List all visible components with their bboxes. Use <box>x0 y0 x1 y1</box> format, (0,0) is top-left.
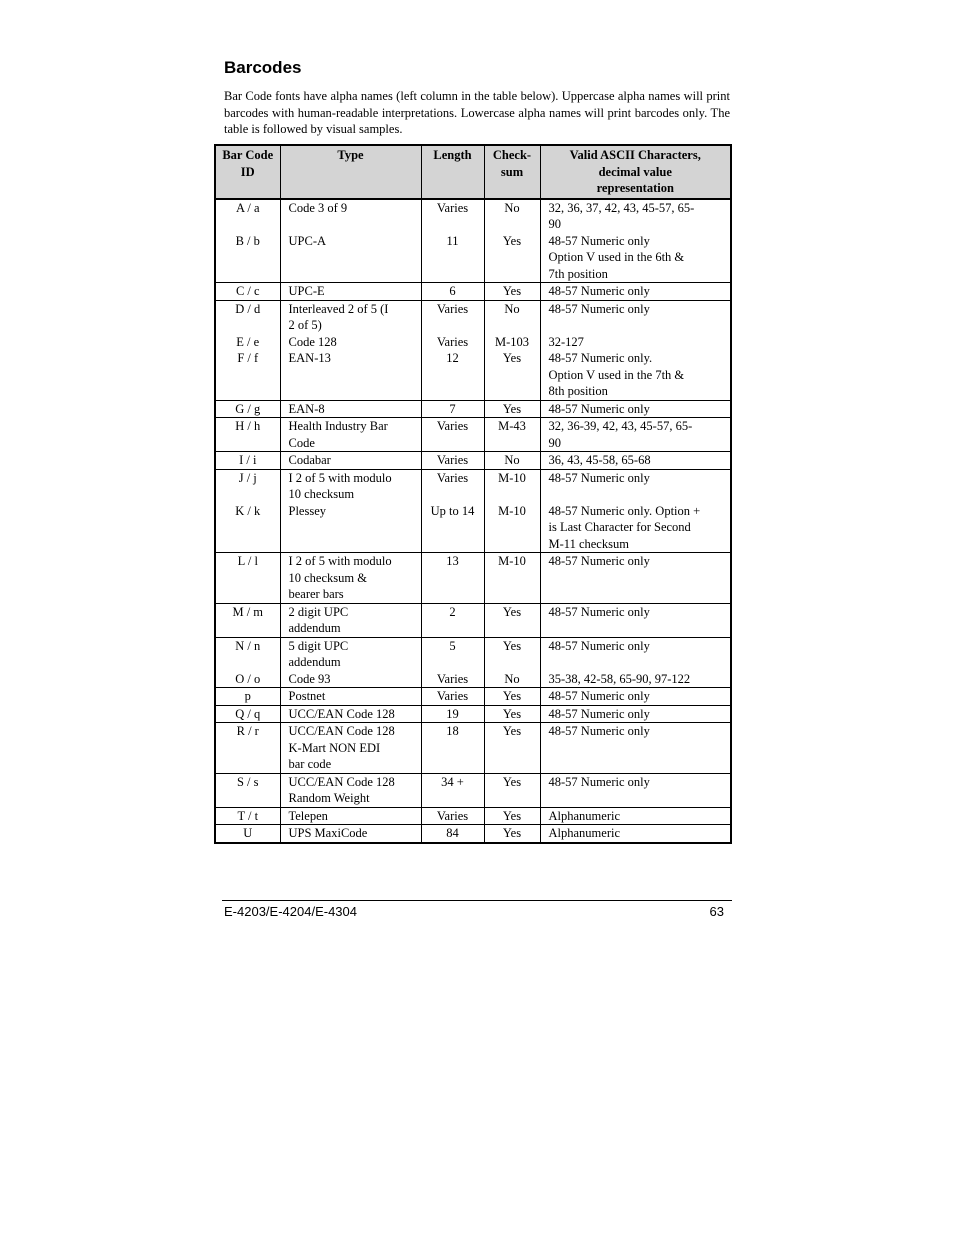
cell-type <box>280 283 421 301</box>
cell-line: D / d <box>235 301 261 316</box>
header-length <box>421 145 484 199</box>
cell-valid-ascii <box>540 400 731 418</box>
cell-line: UPS MaxiCode <box>288 826 368 840</box>
cell-type <box>280 199 421 283</box>
cell-line: Varies <box>436 419 469 433</box>
cell-line: 48-57 Numeric only <box>548 706 650 721</box>
cell-checksum <box>484 637 540 688</box>
cell-line: No <box>504 200 520 215</box>
cell-valid-ascii <box>540 283 731 301</box>
cell-line: Yes <box>502 233 522 248</box>
cell-line <box>488 654 537 671</box>
table-row <box>215 300 731 400</box>
cell-length <box>421 723 484 774</box>
cell-checksum <box>484 553 540 604</box>
cell-valid-ascii <box>540 705 731 723</box>
cell-checksum <box>484 773 540 807</box>
cell-line: Varies <box>436 671 469 686</box>
cell-valid-ascii <box>540 688 731 706</box>
cell-valid-ascii <box>540 603 731 637</box>
cell-line: B / b <box>235 233 260 248</box>
cell-line: UCC/EAN Code 128 <box>288 774 395 789</box>
cell-type <box>280 688 421 706</box>
cell-line: UPC-A <box>288 233 327 248</box>
header-checksum <box>484 145 540 199</box>
table-row <box>215 452 731 470</box>
cell-checksum <box>484 705 540 723</box>
cell-line: addendum <box>288 621 341 635</box>
table-row <box>215 637 731 688</box>
cell-type <box>280 807 421 825</box>
cell-line: No <box>504 453 520 467</box>
cell-line: bearer bars <box>288 587 344 601</box>
cell-line: Interleaved 2 of 5 (I <box>288 301 389 316</box>
cell-line: Varies <box>436 689 469 703</box>
cell-line: addendum <box>288 655 341 669</box>
cell-line: 48-57 Numeric only <box>548 470 650 485</box>
cell-bar-code-id <box>215 199 280 283</box>
table-row <box>215 723 731 774</box>
cell-line: M-10 <box>498 470 526 485</box>
cell-checksum <box>484 418 540 452</box>
cell-valid-ascii <box>540 637 731 688</box>
cell-line: 48-57 Numeric only <box>548 689 650 703</box>
cell-length <box>421 773 484 807</box>
cell-line: Code 93 <box>288 671 331 686</box>
cell-line: 48-57 Numeric only <box>548 604 650 619</box>
cell-type <box>280 452 421 470</box>
cell-type <box>280 553 421 604</box>
cell-length <box>421 199 484 283</box>
cell-length <box>421 637 484 688</box>
cell-bar-code-id <box>215 723 280 774</box>
cell-line: No <box>504 671 520 686</box>
cell-line: N / n <box>235 638 261 653</box>
cell-line: 5 <box>449 638 456 653</box>
cell-checksum <box>484 807 540 825</box>
cell-line: UCC/EAN Code 128 <box>288 724 395 738</box>
cell-line <box>425 486 481 503</box>
cell-line: M-10 <box>498 554 526 568</box>
cell-line: Yes <box>502 706 522 721</box>
cell-bar-code-id <box>215 452 280 470</box>
cell-line <box>488 486 537 503</box>
cell-line: Q / q <box>235 706 261 721</box>
cell-line: Plessey <box>288 503 326 518</box>
cell-line: T / t <box>237 808 259 823</box>
cell-line: 13 <box>446 554 459 568</box>
barcode-table-body <box>215 199 731 843</box>
cell-line: 48-57 Numeric only <box>548 233 650 248</box>
cell-line: Varies <box>436 200 469 215</box>
cell-checksum <box>484 283 540 301</box>
cell-bar-code-id <box>215 825 280 843</box>
header-text: sum <box>500 164 524 179</box>
cell-line: is Last Character for Second <box>548 520 691 534</box>
cell-line: Alphanumeric <box>548 826 621 840</box>
cell-type <box>280 469 421 553</box>
cell-line: 32-127 <box>548 334 584 349</box>
cell-line: 10 checksum & <box>288 570 367 585</box>
cell-line: bar code <box>288 757 332 771</box>
cell-line: S / s <box>236 774 259 789</box>
cell-line: Code <box>288 435 315 450</box>
cell-type <box>280 723 421 774</box>
intro-paragraph: Bar Code fonts have alpha names (left column in the table below). Uppercase alpha names will print barcodes with human-readable interpretations. Lowercase alpha names will print barcodes only. The table is followed by visual samples. <box>224 89 730 136</box>
cell-line: 7 <box>449 401 456 416</box>
cell-checksum <box>484 300 540 400</box>
cell-checksum <box>484 825 540 843</box>
cell-line: 7th position <box>548 266 608 281</box>
cell-line: Code 3 of 9 <box>288 200 348 215</box>
cell-line: G / g <box>235 401 261 416</box>
cell-line: Yes <box>502 604 522 619</box>
cell-type <box>280 603 421 637</box>
cell-checksum <box>484 688 540 706</box>
cell-type <box>280 300 421 400</box>
cell-valid-ascii <box>540 300 731 400</box>
cell-line: 48-57 Numeric only. <box>548 351 653 365</box>
header-text: Valid ASCII Characters, <box>569 148 701 162</box>
cell-line <box>219 216 277 233</box>
header-text: decimal value <box>598 164 672 179</box>
table-row <box>215 688 731 706</box>
cell-line: M-43 <box>498 419 526 433</box>
cell-line: 35-38, 42-58, 65-90, 97-122 <box>548 671 691 686</box>
cell-line <box>549 654 728 671</box>
cell-line: 10 checksum <box>288 487 355 501</box>
cell-line: Varies <box>436 470 469 485</box>
cell-line: Varies <box>436 334 469 349</box>
cell-valid-ascii <box>540 199 731 283</box>
cell-line: 48-57 Numeric only <box>548 724 650 738</box>
cell-line: 90 <box>548 435 561 450</box>
cell-line: Yes <box>502 401 522 416</box>
cell-line <box>549 317 728 334</box>
table-row <box>215 400 731 418</box>
cell-length <box>421 400 484 418</box>
cell-checksum <box>484 452 540 470</box>
cell-checksum <box>484 603 540 637</box>
cell-line: Yes <box>502 638 522 653</box>
cell-line: 32, 36, 37, 42, 43, 45-57, 65- <box>548 200 695 215</box>
cell-line: I 2 of 5 with modulo <box>288 554 392 568</box>
cell-length <box>421 553 484 604</box>
cell-bar-code-id <box>215 418 280 452</box>
cell-valid-ascii <box>540 452 731 470</box>
cell-line: Yes <box>502 774 522 789</box>
cell-line: Yes <box>502 808 522 823</box>
cell-line: Yes <box>502 724 522 738</box>
cell-line <box>425 317 481 334</box>
header-type <box>280 145 421 199</box>
cell-line: 48-57 Numeric only <box>548 301 650 316</box>
header-text: ID <box>240 164 255 179</box>
cell-valid-ascii <box>540 553 731 604</box>
table-row <box>215 418 731 452</box>
cell-line <box>549 486 728 503</box>
cell-type <box>280 773 421 807</box>
cell-bar-code-id <box>215 469 280 553</box>
cell-line: Varies <box>436 453 469 467</box>
header-text: Check- <box>492 148 532 162</box>
cell-line: Codabar <box>288 453 331 467</box>
cell-line: Health Industry Bar <box>288 419 388 433</box>
header-row <box>215 145 731 199</box>
cell-line: F / f <box>237 351 259 365</box>
cell-line: Varies <box>436 301 469 316</box>
cell-length <box>421 688 484 706</box>
cell-line: p <box>244 689 251 703</box>
cell-line: UPC-E <box>288 284 325 298</box>
section-heading: Barcodes <box>224 58 302 77</box>
table-row <box>215 705 731 723</box>
cell-line: Yes <box>502 284 522 298</box>
cell-valid-ascii <box>540 807 731 825</box>
table-row <box>215 553 731 604</box>
cell-line: EAN-13 <box>288 351 331 365</box>
cell-type <box>280 400 421 418</box>
header-text: Bar Code <box>222 148 274 162</box>
cell-line: Postnet <box>288 689 326 703</box>
cell-line: Option V used in the 6th & <box>548 250 685 264</box>
cell-line <box>289 216 418 233</box>
table-row <box>215 825 731 843</box>
cell-length <box>421 418 484 452</box>
cell-line: Yes <box>502 689 522 703</box>
cell-checksum <box>484 723 540 774</box>
cell-valid-ascii <box>540 825 731 843</box>
cell-line: O / o <box>235 671 261 686</box>
cell-line: I 2 of 5 with modulo <box>288 470 392 485</box>
cell-line: K / k <box>235 503 261 518</box>
cell-valid-ascii <box>540 469 731 553</box>
footer-page-number: 63 <box>709 904 724 919</box>
table-row <box>215 199 731 283</box>
cell-bar-code-id <box>215 553 280 604</box>
cell-bar-code-id <box>215 637 280 688</box>
cell-checksum <box>484 469 540 553</box>
cell-length <box>421 705 484 723</box>
cell-line: M-10 <box>498 503 526 518</box>
cell-bar-code-id <box>215 807 280 825</box>
cell-line: R / r <box>236 724 259 738</box>
footer-rule <box>222 900 732 901</box>
cell-line: Alphanumeric <box>548 808 621 823</box>
table-row <box>215 773 731 807</box>
cell-line: Varies <box>436 808 469 823</box>
cell-length <box>421 469 484 553</box>
cell-bar-code-id <box>215 300 280 400</box>
header-bar-code-id <box>215 145 280 199</box>
cell-line: 34 + <box>441 774 464 789</box>
cell-line <box>219 654 277 671</box>
cell-line: 36, 43, 45-58, 65-68 <box>548 453 651 467</box>
cell-line <box>425 654 481 671</box>
cell-length <box>421 603 484 637</box>
header-text: Length <box>433 148 472 162</box>
cell-line: 90 <box>548 217 561 231</box>
cell-line <box>219 486 277 503</box>
cell-bar-code-id <box>215 705 280 723</box>
cell-bar-code-id <box>215 283 280 301</box>
cell-length <box>421 452 484 470</box>
cell-line <box>488 216 537 233</box>
header-text: representation <box>596 181 674 195</box>
cell-line <box>219 317 277 334</box>
header-valid-ascii <box>540 145 731 199</box>
cell-line: EAN-8 <box>288 401 325 416</box>
cell-line: 12 <box>446 351 459 365</box>
cell-line <box>425 216 481 233</box>
cell-line: 19 <box>446 706 459 721</box>
cell-line: Telepen <box>288 808 328 823</box>
cell-line: 48-57 Numeric only <box>548 774 650 789</box>
cell-valid-ascii <box>540 773 731 807</box>
cell-line: K-Mart NON EDI <box>288 740 381 755</box>
cell-line: Option V used in the 7th & <box>548 367 685 382</box>
cell-checksum <box>484 400 540 418</box>
cell-bar-code-id <box>215 688 280 706</box>
cell-line: Yes <box>502 826 522 840</box>
cell-line: 48-57 Numeric only <box>548 284 650 298</box>
cell-line: E / e <box>236 334 260 349</box>
cell-line: 6 <box>449 284 456 298</box>
cell-line: L / l <box>237 554 258 568</box>
cell-line <box>488 317 537 334</box>
cell-length <box>421 825 484 843</box>
cell-length <box>421 283 484 301</box>
cell-type <box>280 705 421 723</box>
cell-bar-code-id <box>215 400 280 418</box>
cell-line: M-11 checksum <box>548 536 629 551</box>
cell-bar-code-id <box>215 773 280 807</box>
cell-line: Up to 14 <box>430 503 475 518</box>
cell-line: UCC/EAN Code 128 <box>288 706 395 721</box>
cell-line: 48-57 Numeric only <box>548 401 650 416</box>
cell-line: 48-57 Numeric only <box>548 638 650 653</box>
cell-line: 48-57 Numeric only. Option + <box>548 503 701 518</box>
cell-type <box>280 418 421 452</box>
cell-line: 2 digit UPC <box>288 604 349 619</box>
cell-line: Yes <box>502 351 522 365</box>
footer-model: E-4203/E-4204/E-4304 <box>224 904 357 919</box>
cell-valid-ascii <box>540 723 731 774</box>
cell-line: 18 <box>446 724 459 738</box>
cell-line: 48-57 Numeric only <box>548 554 650 568</box>
cell-line: M / m <box>232 604 264 619</box>
table-row <box>215 807 731 825</box>
cell-line: 2 of 5) <box>288 318 322 332</box>
cell-length <box>421 807 484 825</box>
cell-type <box>280 825 421 843</box>
cell-line: A / a <box>235 200 260 215</box>
cell-line: M-103 <box>494 334 530 349</box>
cell-type <box>280 637 421 688</box>
cell-line: I / i <box>239 453 257 467</box>
cell-length <box>421 300 484 400</box>
cell-line: 11 <box>446 233 459 248</box>
cell-line: Code 128 <box>288 334 337 349</box>
cell-line: 84 <box>446 826 459 840</box>
table-row <box>215 469 731 553</box>
cell-checksum <box>484 199 540 283</box>
cell-line: 5 digit UPC <box>288 638 349 653</box>
cell-line: C / c <box>235 284 260 298</box>
cell-valid-ascii <box>540 418 731 452</box>
cell-line: Random Weight <box>288 791 370 805</box>
cell-line: 8th position <box>548 384 608 398</box>
cell-line: No <box>504 301 520 316</box>
cell-line: U <box>243 826 253 840</box>
table-row <box>215 603 731 637</box>
header-text: Type <box>337 148 364 162</box>
cell-line: H / h <box>235 419 261 433</box>
cell-line: 32, 36-39, 42, 43, 45-57, 65- <box>548 419 693 433</box>
cell-bar-code-id <box>215 603 280 637</box>
barcode-table-header <box>215 145 731 199</box>
cell-line: J / j <box>238 470 257 485</box>
table-row <box>215 283 731 301</box>
barcode-table <box>214 144 732 844</box>
cell-line: 2 <box>449 604 456 619</box>
